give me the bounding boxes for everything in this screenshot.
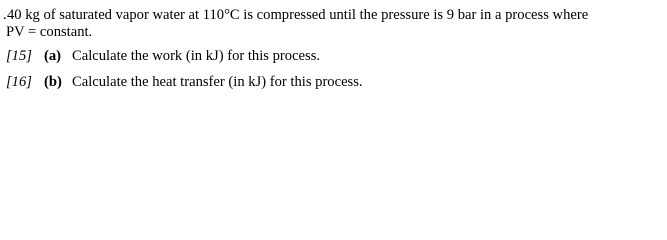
part-a-label: (a) bbox=[44, 48, 62, 64]
part-a-marks: [15] bbox=[6, 48, 32, 64]
part-a-row bbox=[6, 49, 320, 64]
part-b-text: Calculate the heat transfer (in kJ) for this process. bbox=[72, 74, 363, 90]
problem-statement-line-1 bbox=[3, 8, 588, 23]
part-b-label: (b) bbox=[44, 74, 62, 90]
part-b-marks: [16] bbox=[6, 74, 32, 90]
statement-text-2: PV = constant. bbox=[6, 24, 93, 40]
problem-statement-line-2 bbox=[6, 25, 92, 40]
statement-text-1: 40 kg of saturated vapor water at 110°C is compressed until the pressure is 9 bar in a process where bbox=[7, 7, 589, 23]
part-a-text: Calculate the work (in kJ) for this process. bbox=[72, 48, 321, 64]
lead-marker: . bbox=[3, 7, 7, 23]
part-b-row bbox=[6, 75, 363, 90]
